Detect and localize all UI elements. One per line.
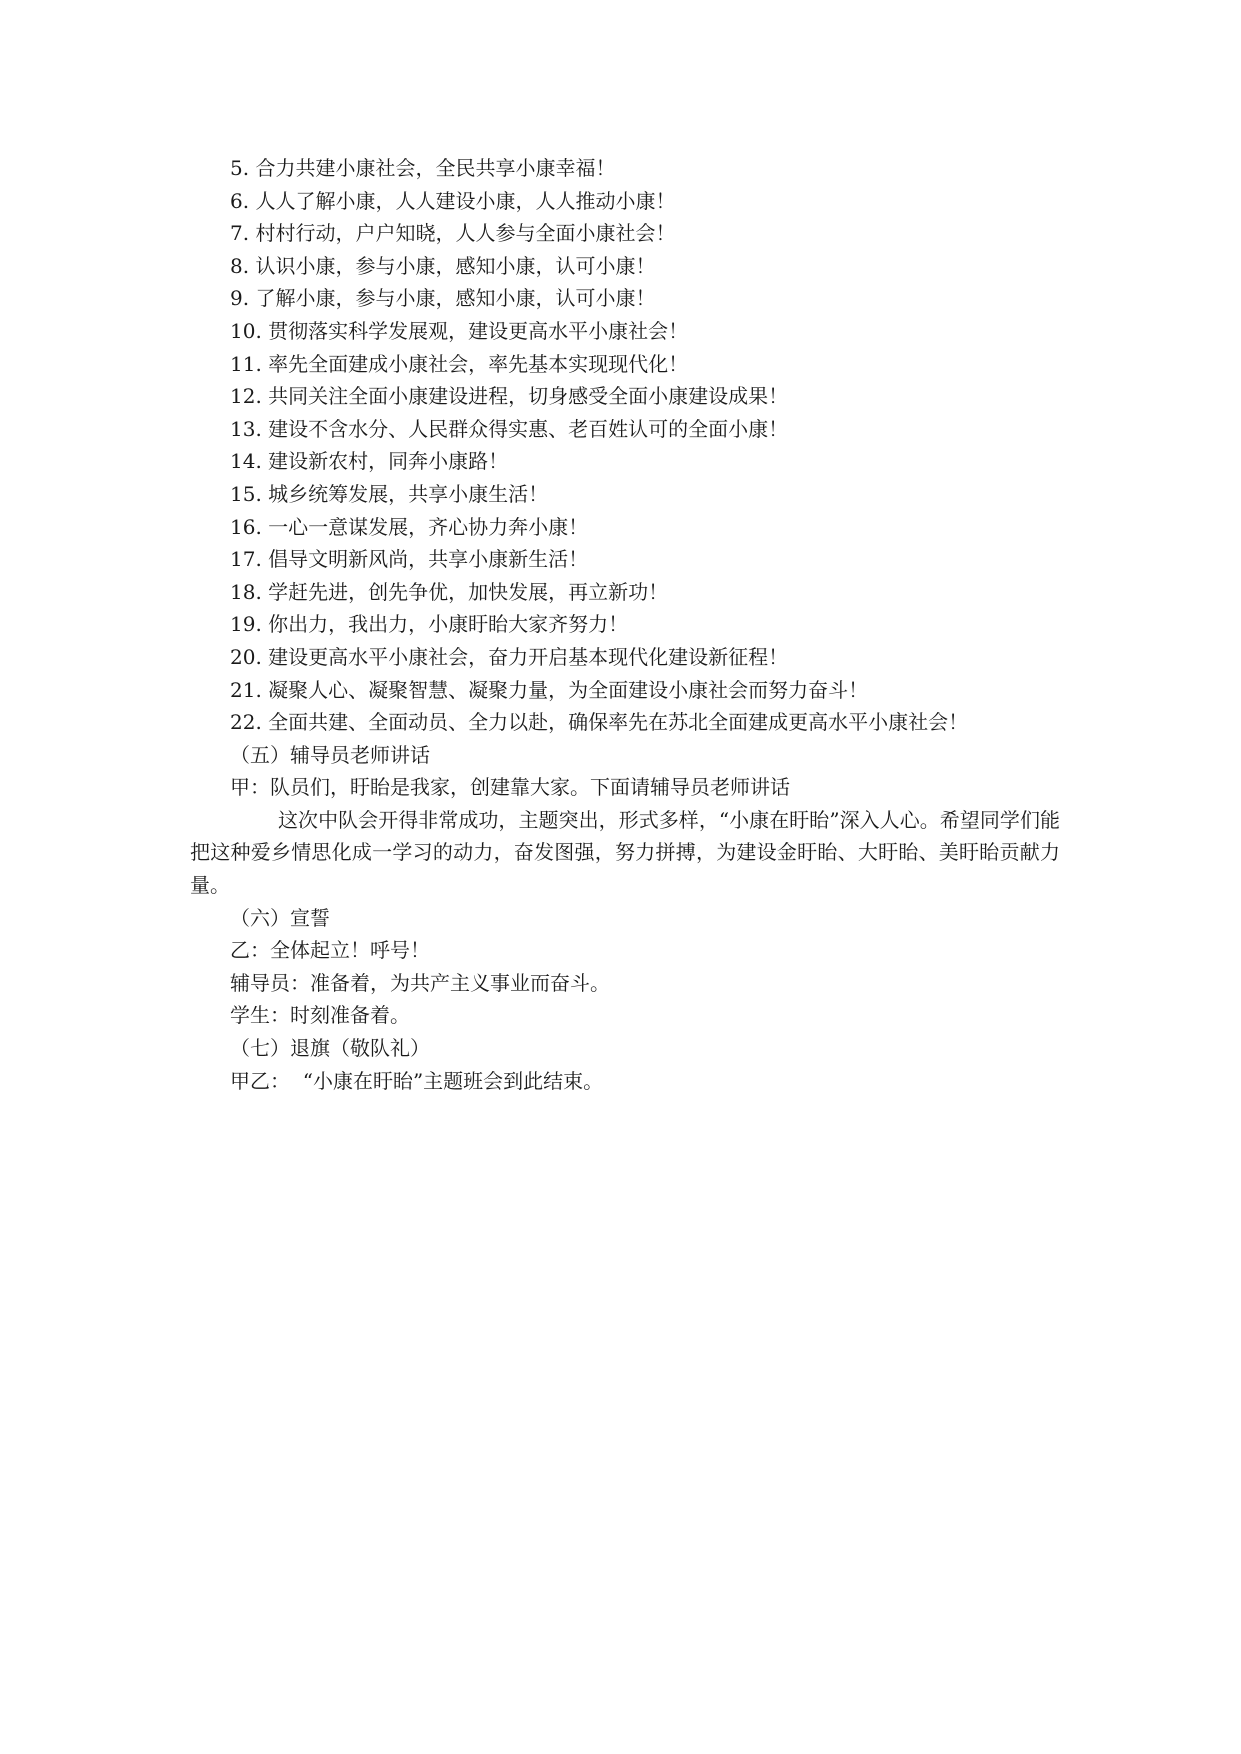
closing-line: 甲乙： “小康在盱眙”主题班会到此结束。	[230, 1068, 604, 1093]
host-line: 甲：队员们，盱眙是我家，创建靠大家。下面请辅导员老师讲话	[230, 775, 790, 800]
section-seven	[190, 1032, 1060, 1097]
slogan-item: 11. 率先全面建成小康社会，率先基本实现现代化！	[230, 351, 689, 376]
slogan-item: 16. 一心一意谋发展，齐心协力奔小康！	[230, 514, 589, 539]
section-heading: （五）辅导员老师讲话	[230, 742, 430, 767]
slogan-item: 22. 全面共建、全面动员、全力以赴，确保率先在苏北全面建成更高水平小康社会！	[230, 710, 969, 735]
section-heading: （六）宣誓	[230, 905, 330, 930]
slogan-item: 19. 你出力，我出力，小康盱眙大家齐努力！	[230, 612, 629, 637]
dialogue-line: 学生：时刻准备着。	[230, 1003, 410, 1028]
slogan-item: 21. 凝聚人心、凝聚智慧、凝聚力量，为全面建设小康社会而努力奋斗！	[230, 677, 869, 702]
slogan-item: 6. 人人了解小康，人人建设小康，人人推动小康！	[230, 188, 676, 213]
section-five	[190, 739, 1060, 902]
section-heading: （七）退旗（敬队礼）	[230, 1036, 430, 1061]
dialogue-line: 辅导员：准备着，为共产主义事业而奋斗。	[230, 970, 610, 995]
counselor-speech: 这次中队会开得非常成功，主题突出，形式多样，“小康在盱眙”深入人心。希望同学们能把这种爱乡情思化成一学习的动力，奋发图强，努力拼搏，为建设金盱眙、大盱眙、美盱眙贡献力量。	[190, 807, 1060, 898]
slogan-item: 10. 贯彻落实科学发展观，建设更高水平小康社会！	[230, 318, 689, 343]
slogan-item: 17. 倡导文明新风尚，共享小康新生活！	[230, 547, 589, 572]
dialogue-line: 乙：全体起立！呼号！	[230, 938, 430, 963]
slogan-item: 8. 认识小康，参与小康，感知小康，认可小康！	[230, 253, 656, 278]
section-six	[190, 902, 1060, 1032]
slogan-item: 9. 了解小康，参与小康，感知小康，认可小康！	[230, 286, 656, 311]
slogan-item: 20. 建设更高水平小康社会，奋力开启基本现代化建设新征程！	[230, 644, 789, 669]
slogan-list	[190, 152, 1060, 739]
slogan-item: 7. 村村行动，户户知晓，人人参与全面小康社会！	[230, 221, 676, 246]
slogan-item: 5. 合力共建小康社会，全民共享小康幸福！	[230, 156, 616, 180]
document-body	[190, 152, 1060, 1097]
slogan-item: 18. 学赶先进，创先争优，加快发展，再立新功！	[230, 579, 669, 604]
slogan-item: 15. 城乡统筹发展，共享小康生活！	[230, 481, 549, 506]
slogan-item: 14. 建设新农村，同奔小康路！	[230, 449, 509, 474]
slogan-item: 12. 共同关注全面小康建设进程，切身感受全面小康建设成果！	[230, 384, 789, 409]
slogan-item: 13. 建设不含水分、人民群众得实惠、老百姓认可的全面小康！	[230, 416, 789, 441]
